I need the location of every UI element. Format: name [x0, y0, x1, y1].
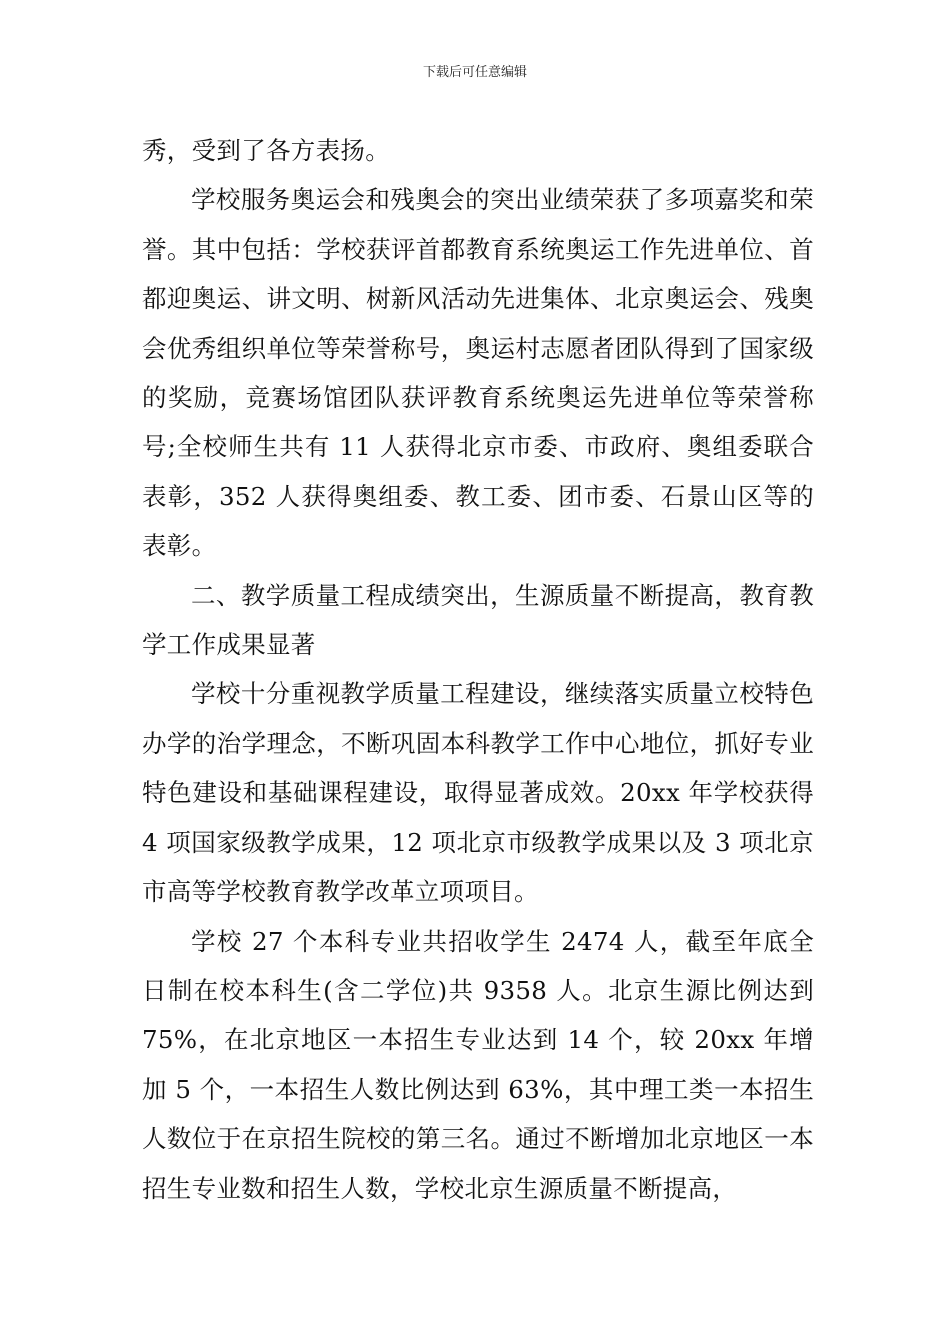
paragraph-4: 学校 27 个本科专业共招收学生 2474 人，截至年底全日制在校本科生(含二学位)共 9358 人。北京生源比例达到 75%，在北京地区一本招生专业达到 14 个，较 20xx 年增加 5 个，一本招生人数比例达到 63%，其中理工类一本招生人数位于在京招生院校的第三名。通过不断增加北京地区一本招生专业数和招生人数，学校北京生源质量不断提高， [142, 926, 814, 1203]
section-heading: 二、教学质量工程成绩突出，生源质量不断提高，教育教学工作成果显著 [142, 580, 814, 660]
paragraph-2: 学校服务奥运会和残奥会的突出业绩荣获了多项嘉奖和荣誉。其中包括：学校获评首都教育系统奥运工作先进单位、首都迎奥运、讲文明、树新风活动先进集体、北京奥运会、残奥会优秀组织单位等荣誉称号，奥运村志愿者团队得到了国家级的奖励，竞赛场馆团队获评教育系统奥运先进单位等荣誉称号;全校师生共有 11 人获得北京市委、市政府、奥组委联合表彰，352 人获得奥组委、教工委、团市委、石景山区等的表彰。 [142, 185, 814, 561]
paragraph-1: 秀，受到了各方表扬。 [142, 136, 390, 165]
document-body [142, 126, 814, 1213]
page-header: 下载后可任意编辑 [422, 65, 527, 80]
paragraph-3: 学校十分重视教学质量工程建设，继续落实质量立校特色办学的治学理念，不断巩固本科教学工作中心地位，抓好专业特色建设和基础课程建设，取得显著成效。20xx 年学校获得 4 项国家级教学成果，12 项北京市级教学成果以及 3 项北京市高等学校教育教学改革立项项目。 [142, 679, 814, 907]
